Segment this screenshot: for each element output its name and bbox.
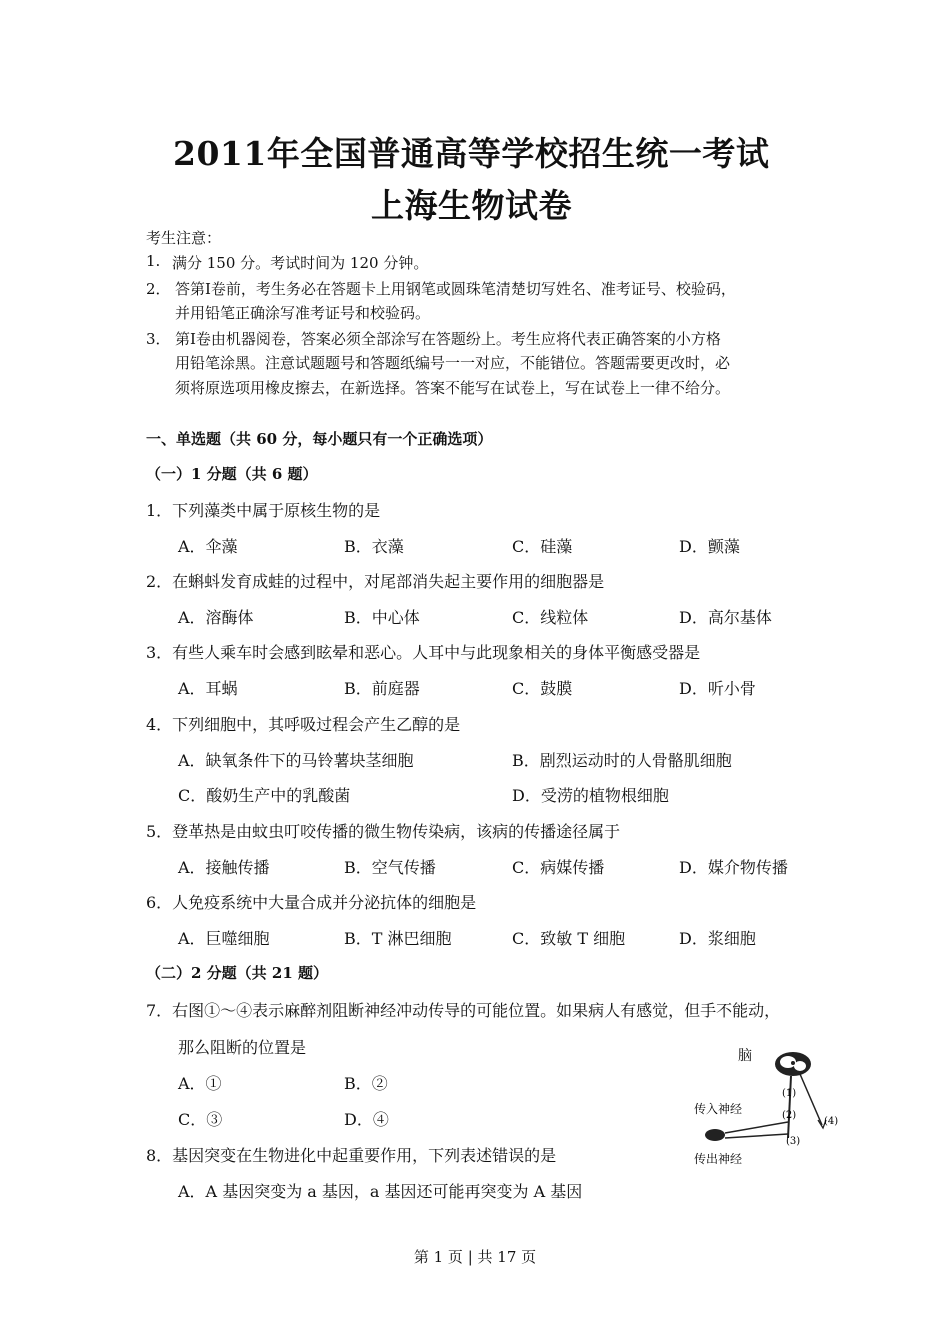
option-c: C．硅藻 bbox=[512, 537, 573, 556]
marker-2: (2) bbox=[782, 1110, 797, 1121]
page-footer: 第 1 页 | 共 17 页 bbox=[413, 1248, 537, 1266]
option-b: B．剧烈运动时的人骨骼肌细胞 bbox=[512, 751, 732, 770]
exam-subtitle: 上海生物试卷 bbox=[371, 186, 572, 225]
option-b: B．② bbox=[344, 1074, 388, 1093]
option-c: C．病媒传播 bbox=[512, 858, 605, 877]
question-stem: 3．有些人乘车时会感到眩晕和恶心。人耳中与此现象相关的身体平衡感受器是 bbox=[146, 643, 701, 662]
notice-item-line: 并用铅笔正确涂写准考证号和校验码。 bbox=[175, 304, 431, 322]
question-stem: 4．下列细胞中，其呼吸过程会产生乙醇的是 bbox=[146, 715, 461, 734]
question-stem: 5．登革热是由蚊虫叮咬传播的微生物传染病，该病的传播途径属于 bbox=[146, 822, 621, 841]
option-b: B．T 淋巴细胞 bbox=[344, 929, 452, 948]
option-a: A．伞藻 bbox=[178, 537, 238, 556]
notice-item-line: 须将原选项用橡皮擦去，在新选择。答案不能写在试卷上，写在试卷上一律不给分。 bbox=[175, 379, 731, 397]
notice-item-line: 答第Ⅰ卷前，考生务必在答题卡上用钢笔或圆珠笔清楚切写姓名、准考证号、校验码， bbox=[175, 280, 736, 298]
option-a: A．缺氧条件下的马铃薯块茎细胞 bbox=[178, 751, 414, 770]
notice-item-num: 2． bbox=[146, 280, 171, 298]
afferent-label: 传入神经 bbox=[694, 1102, 743, 1116]
option-c: C．③ bbox=[178, 1110, 223, 1129]
notice-item-num: 1. bbox=[146, 252, 161, 270]
option-a: A．巨噬细胞 bbox=[178, 929, 270, 948]
option-a: A．溶酶体 bbox=[178, 608, 254, 627]
notice-item-line: 第Ⅰ卷由机器阅卷，答案必须全部涂写在答题纷上。考生应将代表正确答案的小方格 bbox=[175, 330, 721, 348]
marker-3: (3) bbox=[786, 1136, 801, 1147]
option-c: C．酸奶生产中的乳酸菌 bbox=[178, 786, 351, 805]
option-b: B．中心体 bbox=[344, 608, 420, 627]
notice-heading: 考生注意： bbox=[146, 229, 222, 247]
option-c: C．线粒体 bbox=[512, 608, 589, 627]
option-a: A．耳蜗 bbox=[178, 679, 238, 698]
part-heading: （一）1 分题（共 6 题） bbox=[146, 465, 318, 483]
marker-4: (4) bbox=[824, 1116, 839, 1127]
option-a: A．接触传播 bbox=[178, 858, 270, 877]
question-stem: 2．在蝌蚪发育成蛙的过程中，对尾部消失起主要作用的细胞器是 bbox=[146, 572, 605, 591]
brain-icon bbox=[775, 1052, 811, 1076]
brain-label: 脑 bbox=[738, 1048, 752, 1064]
option-d: D．颤藻 bbox=[679, 537, 740, 556]
efferent-label: 传出神经 bbox=[694, 1152, 743, 1166]
question-stem: 7．右图①～④表示麻醉剂阻断神经冲动传导的可能位置。如果病人有感觉，但手不能动， bbox=[146, 1001, 781, 1020]
afferent-nerve bbox=[725, 1122, 788, 1133]
effector-icon bbox=[705, 1129, 725, 1141]
option-d: D．媒介物传播 bbox=[679, 858, 788, 877]
option-a: A．① bbox=[178, 1074, 222, 1093]
notice-item-line: 满分 150 分。考试时间为 120 分钟。 bbox=[172, 254, 429, 272]
option-d: D．④ bbox=[344, 1110, 389, 1129]
part-heading: （二）2 分题（共 21 题） bbox=[146, 964, 328, 982]
option-d: D．听小骨 bbox=[679, 679, 756, 698]
descending-tract bbox=[800, 1074, 822, 1125]
question-stem-cont: 那么阻断的位置是 bbox=[178, 1038, 307, 1057]
option-a: A．A 基因突变为 a 基因，a 基因还可能再突变为 A 基因 bbox=[178, 1182, 583, 1201]
option-b: B．衣藻 bbox=[344, 537, 404, 556]
option-d: D．受涝的植物根细胞 bbox=[512, 786, 669, 805]
notice-item-num: 3． bbox=[146, 330, 171, 348]
marker-1: (1) bbox=[782, 1088, 797, 1099]
efferent-nerve bbox=[725, 1134, 788, 1138]
notice-item-line: 用铅笔涂黑。注意试题题号和答题纸编号一一对应，不能错位。答题需要更改时，必 bbox=[175, 354, 731, 372]
option-c: C．鼓膜 bbox=[512, 679, 573, 698]
question-stem: 8．基因突变在生物进化中起重要作用，下列表述错误的是 bbox=[146, 1146, 557, 1165]
question-stem: 1．下列藻类中属于原核生物的是 bbox=[146, 501, 381, 520]
option-b: B．前庭器 bbox=[344, 679, 420, 698]
question-stem: 6．人免疫系统中大量合成并分泌抗体的细胞是 bbox=[146, 893, 477, 912]
reflex-arc-figure bbox=[690, 1040, 850, 1175]
section-heading: 一、单选题（共 60 分，每小题只有一个正确选项） bbox=[146, 430, 493, 448]
spinal-cord bbox=[788, 1076, 791, 1138]
option-d: D．浆细胞 bbox=[679, 929, 756, 948]
exam-title: 2011年全国普通高等学校招生统一考试 bbox=[173, 134, 770, 173]
option-b: B．空气传播 bbox=[344, 858, 436, 877]
option-c: C．致敏 T 细胞 bbox=[512, 929, 626, 948]
option-d: D．高尔基体 bbox=[679, 608, 772, 627]
